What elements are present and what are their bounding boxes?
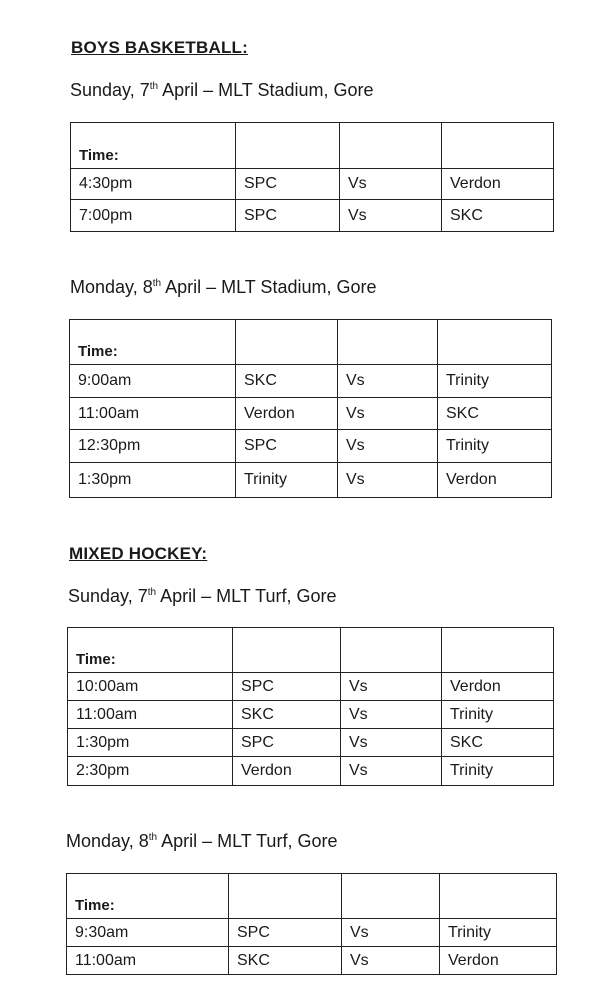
- team-home-cell: SPC: [236, 169, 340, 200]
- vs-cell: Vs: [338, 398, 438, 430]
- time-header: Time:: [70, 320, 236, 365]
- time-cell: 10:00am: [68, 673, 233, 701]
- vs-cell: Vs: [342, 919, 440, 947]
- time-cell: 7:00pm: [71, 200, 236, 232]
- vs-cell: Vs: [338, 463, 438, 498]
- schedule-table-basketball-sunday: [70, 122, 554, 232]
- day-prefix: Sunday, 7: [70, 80, 150, 100]
- table-row: [68, 701, 554, 729]
- day-heading-basketball-sunday: [70, 80, 374, 101]
- vs-cell: Vs: [341, 673, 442, 701]
- day-heading-hockey-sunday: [68, 586, 336, 607]
- team-home-cell: Trinity: [236, 463, 338, 498]
- time-cell: 2:30pm: [68, 757, 233, 786]
- table-row: [70, 430, 552, 463]
- time-header: Time:: [71, 123, 236, 169]
- team-away-cell: SKC: [438, 398, 552, 430]
- section-heading-hockey: MIXED HOCKEY:: [69, 544, 208, 563]
- vs-cell: Vs: [338, 365, 438, 398]
- day-prefix: Sunday, 7: [68, 586, 148, 606]
- schedule-table-hockey-monday: [66, 873, 557, 975]
- time-cell: 11:00am: [70, 398, 236, 430]
- team-away-cell: SKC: [442, 729, 554, 757]
- time-cell: 9:30am: [67, 919, 229, 947]
- table-row: [70, 365, 552, 398]
- team-home-cell: SKC: [233, 701, 341, 729]
- day-prefix: Monday, 8: [66, 831, 149, 851]
- vs-cell: Vs: [340, 200, 442, 232]
- time-cell: 1:30pm: [70, 463, 236, 498]
- vs-cell: Vs: [340, 169, 442, 200]
- section-heading-basketball: BOYS BASKETBALL:: [71, 38, 248, 57]
- table-row: [68, 673, 554, 701]
- team-home-cell: SPC: [236, 430, 338, 463]
- team-home-cell: SKC: [229, 947, 342, 975]
- team-home-cell: SKC: [236, 365, 338, 398]
- time-header: Time:: [67, 874, 229, 919]
- day-suffix: th: [148, 832, 158, 843]
- day-rest: April – MLT Stadium, Gore: [161, 277, 377, 297]
- team-home-cell: SPC: [229, 919, 342, 947]
- day-rest: April – MLT Turf, Gore: [157, 831, 338, 851]
- team-away-cell: Trinity: [442, 757, 554, 786]
- day-heading-hockey-monday: [66, 831, 337, 852]
- team-home-cell: SPC: [233, 673, 341, 701]
- team-away-cell: Verdon: [442, 169, 554, 200]
- table-row: [68, 729, 554, 757]
- vs-cell: Vs: [341, 757, 442, 786]
- team-away-cell: Trinity: [438, 365, 552, 398]
- team-away-cell: Verdon: [440, 947, 557, 975]
- team-home-cell: Verdon: [233, 757, 341, 786]
- table-row: [70, 398, 552, 430]
- vs-cell: Vs: [341, 729, 442, 757]
- day-heading-basketball-monday: [70, 277, 376, 298]
- time-cell: 1:30pm: [68, 729, 233, 757]
- table-row: [67, 919, 557, 947]
- vs-cell: Vs: [342, 947, 440, 975]
- table-row: [68, 757, 554, 786]
- team-away-cell: Verdon: [438, 463, 552, 498]
- time-cell: 4:30pm: [71, 169, 236, 200]
- table-row: [71, 169, 554, 200]
- team-home-cell: SPC: [236, 200, 340, 232]
- time-header: Time:: [68, 628, 233, 673]
- team-home-cell: SPC: [233, 729, 341, 757]
- time-cell: 11:00am: [67, 947, 229, 975]
- table-row: [67, 947, 557, 975]
- schedule-table-hockey-sunday: [67, 627, 554, 786]
- team-away-cell: Verdon: [442, 673, 554, 701]
- team-away-cell: Trinity: [440, 919, 557, 947]
- team-home-cell: Verdon: [236, 398, 338, 430]
- table-row: [70, 463, 552, 498]
- vs-cell: Vs: [338, 430, 438, 463]
- day-rest: April – MLT Turf, Gore: [156, 586, 337, 606]
- team-away-cell: SKC: [442, 200, 554, 232]
- day-suffix: th: [152, 278, 162, 289]
- team-away-cell: Trinity: [438, 430, 552, 463]
- day-prefix: Monday, 8: [70, 277, 153, 297]
- time-cell: 9:00am: [70, 365, 236, 398]
- day-suffix: th: [149, 81, 159, 92]
- time-cell: 12:30pm: [70, 430, 236, 463]
- day-suffix: th: [147, 587, 157, 598]
- table-row: [71, 200, 554, 232]
- team-away-cell: Trinity: [442, 701, 554, 729]
- day-rest: April – MLT Stadium, Gore: [158, 80, 374, 100]
- vs-cell: Vs: [341, 701, 442, 729]
- schedule-table-basketball-monday: [69, 319, 552, 498]
- time-cell: 11:00am: [68, 701, 233, 729]
